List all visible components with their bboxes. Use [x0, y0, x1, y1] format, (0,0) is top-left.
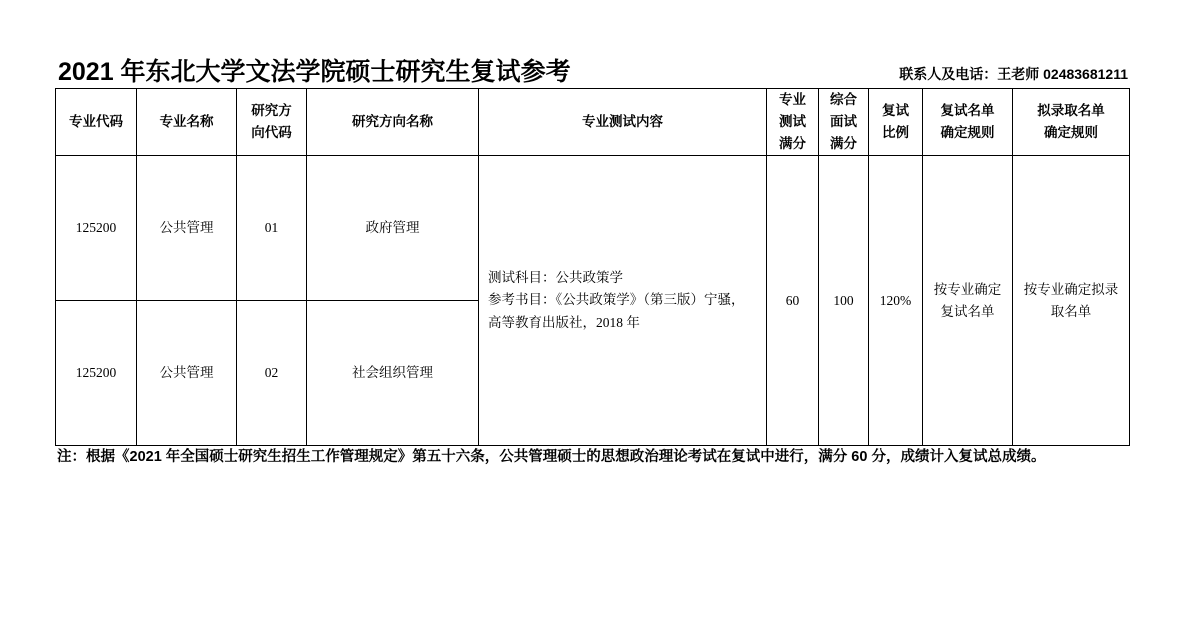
cell-major-code: 125200	[56, 156, 137, 301]
table-header-row	[56, 89, 1130, 156]
cell-interview-full-score: 100	[819, 156, 869, 446]
cell-direction-name: 政府管理	[307, 156, 479, 301]
header-retest-ratio	[869, 89, 923, 156]
test-content-line: 高等教育出版社，2018 年	[488, 314, 640, 330]
contact-info: 联系人及电话：王老师 02483681211	[899, 66, 1128, 82]
retest-reference-table	[55, 88, 1130, 446]
header-line: 复试	[882, 103, 909, 118]
test-content-line: 测试科目：公共政策学	[488, 269, 623, 285]
cell-retest-ratio: 120%	[869, 156, 923, 446]
header-line: 复试名单	[940, 103, 995, 118]
table-row	[56, 156, 1130, 301]
header-line: 满分	[830, 136, 857, 151]
cell-retest-list-rule	[923, 156, 1013, 446]
header-interview-full-score	[819, 89, 869, 156]
header-direction-name	[307, 89, 479, 156]
test-content-line: 参考书目：《公共政策学》（第三版）宁骚，	[488, 292, 745, 308]
header-line: 面试	[830, 114, 857, 129]
cell-major-code: 125200	[56, 301, 137, 446]
header-major-name	[137, 89, 237, 156]
rule-line: 复试名单	[940, 303, 995, 319]
rule-line: 取名单	[1050, 303, 1092, 319]
rule-line: 按专业确定拟录	[1023, 281, 1119, 297]
header-test-full-score	[767, 89, 819, 156]
header-line: 研究方	[251, 103, 292, 118]
header-line: 研究方向名称	[352, 114, 433, 129]
header-line: 向代码	[251, 125, 292, 140]
cell-direction-name: 社会组织管理	[307, 301, 479, 446]
header-line: 专业名称	[159, 114, 214, 129]
cell-direction-code: 01	[237, 156, 307, 301]
header-line: 专业	[779, 92, 806, 107]
rule-line: 按专业确定	[933, 281, 1002, 297]
cell-major-name: 公共管理	[137, 156, 237, 301]
header-retest-list-rule	[923, 89, 1013, 156]
header-admission-list-rule	[1013, 89, 1130, 156]
header-line: 测试	[779, 114, 806, 129]
header-line: 确定规则	[940, 125, 995, 140]
cell-direction-code: 02	[237, 301, 307, 446]
header-test-content	[479, 89, 767, 156]
cell-test-content	[479, 156, 767, 446]
document-title: 2021 年东北大学文法学院硕士研究生复试参考	[58, 58, 571, 86]
header-line: 满分	[779, 136, 806, 151]
header-line: 专业测试内容	[582, 114, 663, 129]
header-line: 比例	[882, 125, 909, 140]
header-line: 专业代码	[69, 114, 123, 129]
header-line: 拟录取名单	[1037, 103, 1105, 118]
cell-test-full-score: 60	[767, 156, 819, 446]
cell-major-name: 公共管理	[137, 301, 237, 446]
header-major-code	[56, 89, 137, 156]
header-line: 确定规则	[1044, 125, 1098, 140]
cell-admission-list-rule	[1013, 156, 1130, 446]
header-line: 综合	[830, 92, 857, 107]
footnote: 注：根据《2021 年全国硕士研究生招生工作管理规定》第五十六条，公共管理硕士的思想政治理论考试在复试中进行，满分 60 分，成绩计入复试总成绩。	[57, 449, 1046, 465]
header-direction-code	[237, 89, 307, 156]
